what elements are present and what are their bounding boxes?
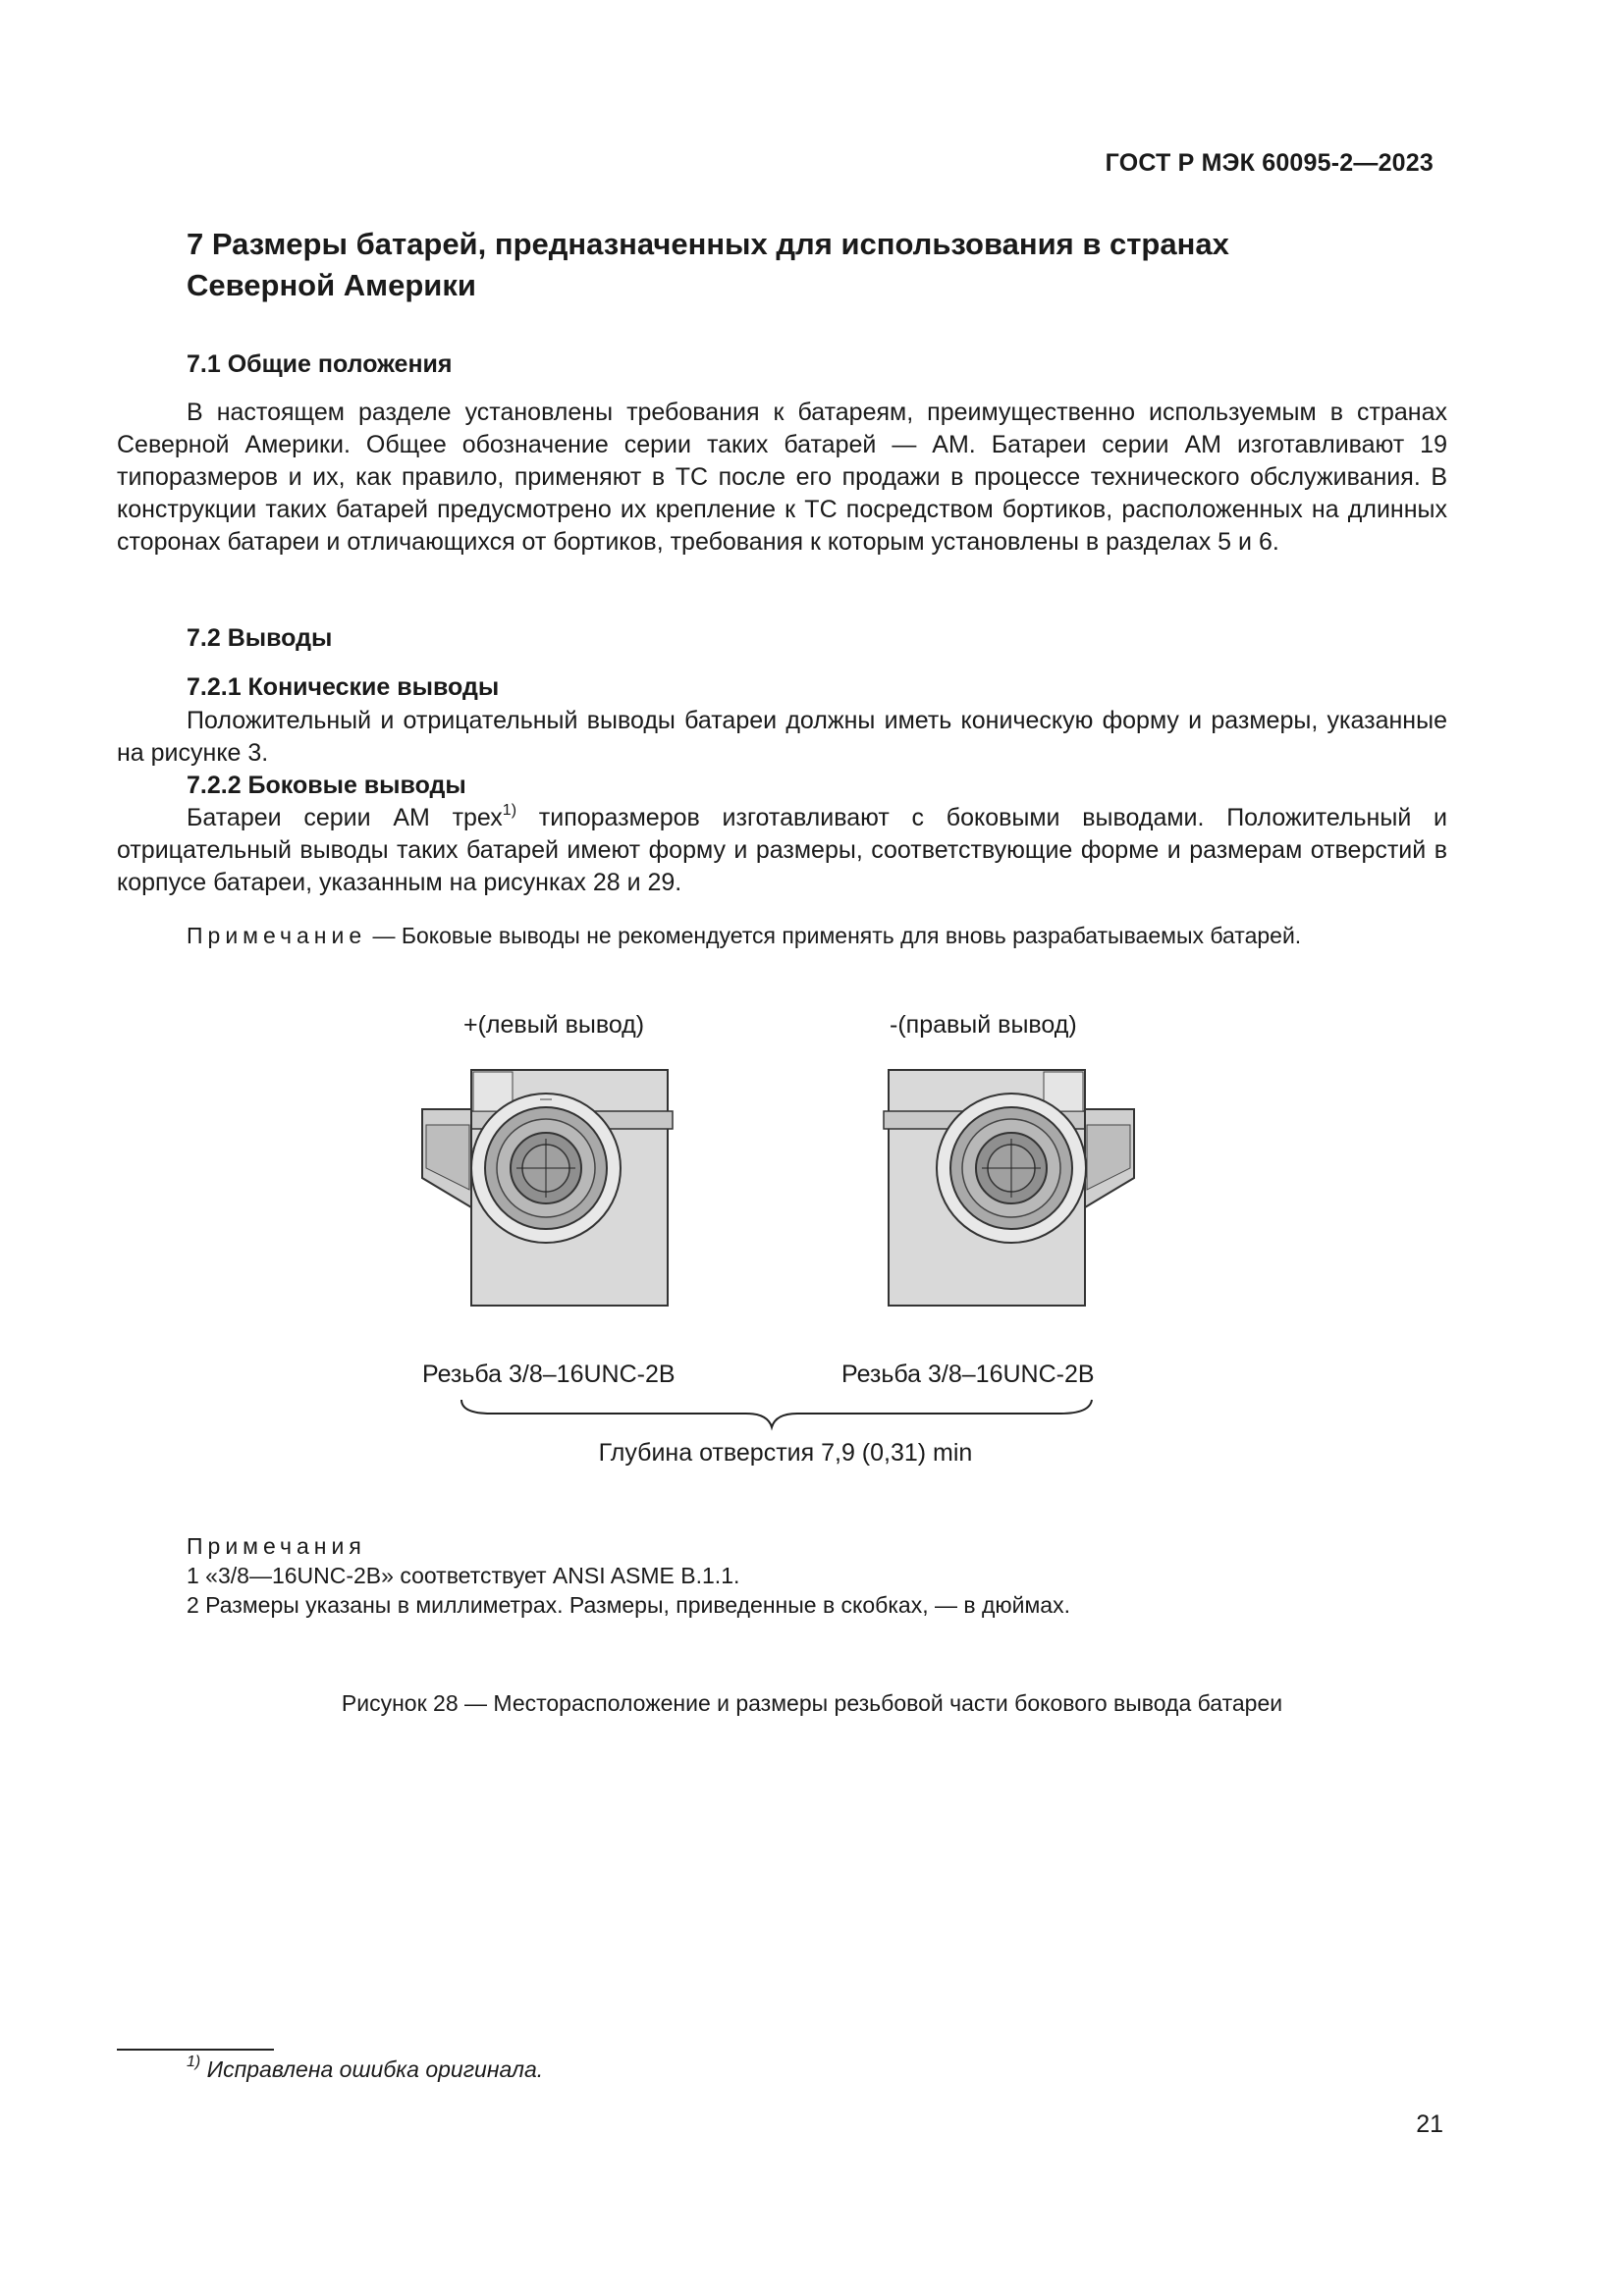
- notes-label: Примечания: [187, 1533, 366, 1559]
- note-item-2: 2 Размеры указаны в миллиметрах. Размеры, приведенные в скобках, — в дюймах.: [187, 1592, 1070, 1618]
- note-text: — Боковые выводы не рекомендуется применять для вновь разрабатываемых батарей.: [366, 923, 1302, 948]
- subsection-7-1-title: 7.1 Общие положения: [187, 350, 453, 378]
- subsection-7-2-2-paragraph: [117, 802, 1447, 899]
- depth-brace: [452, 1392, 1100, 1431]
- paragraph-start: Батареи серии АМ трех: [187, 804, 503, 831]
- footnote-ref: 1): [502, 802, 517, 819]
- note-item-1: 1 «3/8—16UNC-2B» соответствует ANSI ASME B.1.1.: [187, 1563, 740, 1588]
- right-terminal-drawing: [884, 1070, 1134, 1306]
- subsection-7-2-1-paragraph: [117, 705, 1447, 770]
- paragraph-text: Положительный и отрицательный выводы батареи должны иметь коническую форму и размеры, указанные на рисунке 3.: [117, 707, 1447, 767]
- figure-caption: Рисунок 28 — Месторасположение и размеры резьбовой части бокового вывода батареи: [341, 1690, 1283, 1716]
- depth-label: Глубина отверстия 7,9 (0,31) min: [598, 1439, 973, 1467]
- footnote-text: Исправлена ошибка оригинала.: [200, 2056, 544, 2082]
- paragraph-rest: типоразмеров изготавливают с боковыми выводами. Положительный и отрицательный выводы таких батарей имеют форму и размеры, соответствующие форме и размерам отверстий в корпусе батареи, указанным на рисунках 28 и 29.: [117, 804, 1448, 896]
- section-title: 7 Размеры батарей, предназначенных для использования в странах Северной Америки: [187, 227, 1229, 302]
- subsection-7-2-1-title: 7.2.1 Конические выводы: [187, 673, 500, 701]
- right-thread-label: Резьба 3/8–16UNC-2B: [841, 1361, 1095, 1388]
- right-terminal-label: -(правый вывод): [890, 1011, 1077, 1039]
- note-label: Примечание: [187, 923, 367, 948]
- footnote: [187, 2056, 543, 2083]
- document-header: ГОСТ Р МЭК 60095-2—2023: [1105, 149, 1434, 177]
- left-terminal-label: +(левый вывод): [463, 1011, 645, 1039]
- subsection-7-2-title: 7.2 Выводы: [187, 624, 333, 652]
- page-number: 21: [1416, 2110, 1443, 2138]
- footnote-mark: 1): [187, 2054, 201, 2070]
- subsection-7-2-2-title: 7.2.2 Боковые выводы: [187, 772, 466, 799]
- left-terminal-drawing: [422, 1070, 673, 1306]
- paragraph-text: В настоящем разделе установлены требования к батареям, преимущественно используемым в странах Северной Америки. Общее обозначение серии таких батарей — АМ. Батареи серии АМ изготавливают 19 типоразмеров и их, как правило, применяют в ТС после его продажи в процессе технического обслуживания. В конструкции таких батарей предусмотрено их крепление к ТС посредством бортиков, расположенных на длинных сторонах батареи и отличающихся от бортиков, требования к которым установлены в разделах 5 и 6.: [117, 399, 1447, 556]
- footnote-divider: [117, 2049, 274, 2051]
- notes-heading: [187, 1533, 366, 1560]
- note-line: [187, 923, 1301, 949]
- terminals-drawing: [412, 1060, 1139, 1315]
- left-thread-label: Резьба 3/8–16UNC-2B: [422, 1361, 676, 1388]
- subsection-7-1-paragraph: [117, 397, 1447, 559]
